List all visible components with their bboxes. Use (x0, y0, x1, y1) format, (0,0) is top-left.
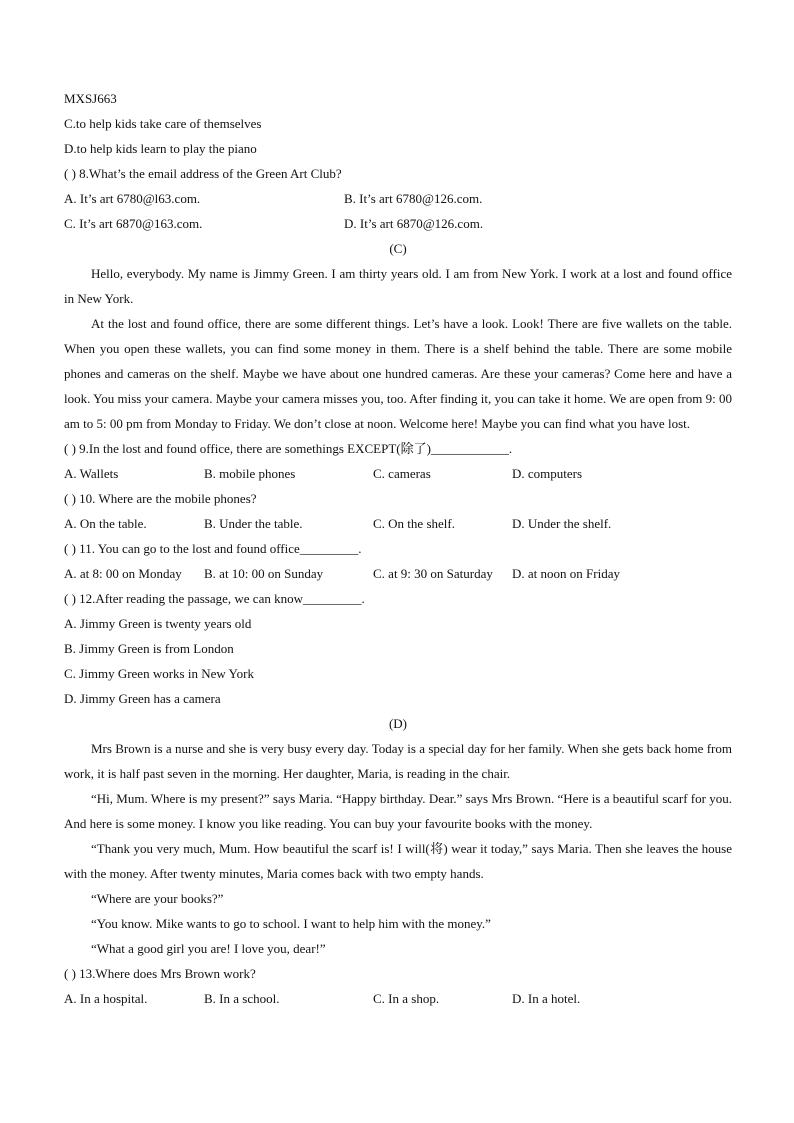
answer-paren: ( ) (64, 591, 76, 606)
option-b: B. It’s art 6780@126.com. (344, 191, 483, 206)
question-stem: 10. Where are the mobile phones? (79, 491, 257, 506)
option-a: A. Jimmy Green is twenty years old (64, 616, 252, 631)
section-c-paragraph: At the lost and found office, there are some different things. Let’s have a look. Look! There are five wallets on the table. When you open these wallets, you can find some money in them. There is a shelf behind the table. There are some mobile phones and cameras on the shelf. Maybe we have about one hundred cameras. Are these your cameras? Come here and have a look. You miss your camera. Maybe your camera misses you, too. After finding it, you can take it home. We are open from 9: 00 am to 5: 00 pm from Monday to Friday. We don’t close at noon. Welcome here! Maybe you can find what you have lost. (64, 316, 732, 431)
section-d-paragraph: “Where are your books?” (91, 891, 224, 906)
option-a: A. It’s art 6780@l63.com. (64, 191, 201, 206)
section-d-paragraph: Mrs Brown is a nurse and she is very busy every day. Today is a special day for her family. When she gets back home from work, it is half past seven in the morning. Her daughter, Maria, is reading in the chair. (64, 741, 732, 781)
section-c-heading: (C) (389, 241, 407, 256)
option-a: A. Wallets (64, 466, 119, 481)
option-d: D. It’s art 6870@126.com. (344, 216, 484, 231)
q10-question (64, 486, 732, 511)
option-b: B. Jimmy Green is from London (64, 641, 234, 656)
section-c-paragraph: Hello, everybody. My name is Jimmy Green. I am thirty years old. I am from New York. I work at a lost and found office in New York. (64, 266, 732, 306)
option-d: D. Under the shelf. (512, 516, 612, 531)
q11-options (64, 561, 732, 586)
section-d-paragraph: “What a good girl you are! I love you, dear!” (91, 941, 326, 956)
question-stem: 8.What’s the email address of the Green Art Club? (79, 166, 342, 181)
option-c: C. at 9: 30 on Saturday (373, 566, 493, 581)
option-c: C. It’s art 6870@163.com. (64, 216, 203, 231)
option-b: B. Under the table. (204, 516, 303, 531)
answer-paren: ( ) (64, 491, 76, 506)
q13-options (64, 986, 732, 1011)
section-d-heading: (D) (388, 716, 408, 731)
option-c: C. Jimmy Green works in New York (64, 666, 254, 681)
worksheet-page (64, 86, 732, 1011)
option-a: A. at 8: 00 on Monday (64, 566, 182, 581)
answer-paren: ( ) (64, 441, 76, 456)
option-a: A. In a hospital. (64, 991, 148, 1006)
q9-question (64, 436, 732, 461)
question-stem: 12.After reading the passage, we can know_________. (79, 591, 365, 606)
option-d: D. at noon on Friday (512, 566, 620, 581)
question-stem: 9.In the lost and found office, there are somethings EXCEPT(除了)____________. (79, 441, 513, 456)
option-b: B. In a school. (204, 991, 280, 1006)
answer-paren: ( ) (64, 166, 76, 181)
q7-option-c: C.to help kids take care of themselves (64, 116, 262, 131)
option-c: C. cameras (373, 466, 431, 481)
question-stem: 13.Where does Mrs Brown work? (79, 966, 256, 981)
q12-question (64, 586, 732, 611)
q10-options (64, 511, 732, 536)
option-d: D. In a hotel. (512, 991, 581, 1006)
q9-options (64, 461, 732, 486)
header-code: MXSJ663 (64, 91, 117, 106)
option-b: B. mobile phones (204, 466, 296, 481)
question-stem: 11. You can go to the lost and found office_________. (79, 541, 362, 556)
q7-option-d: D.to help kids learn to play the piano (64, 141, 257, 156)
section-d-paragraph: “Hi, Mum. Where is my present?” says Maria. “Happy birthday. Dear.” says Mrs Brown. “Here is a beautiful scarf for you. And here is some money. I know you like reading. You can buy your favourite books with the money. (64, 791, 732, 831)
q8-options-row-1 (64, 186, 732, 211)
answer-paren: ( ) (64, 966, 76, 981)
section-d-paragraph: “You know. Mike wants to go to school. I want to help him with the money.” (91, 916, 491, 931)
answer-paren: ( ) (64, 541, 76, 556)
q8-question (64, 161, 732, 186)
section-d-paragraph: “Thank you very much, Mum. How beautiful the scarf is! I will(将) wear it today,” says Maria. Then she leaves the house with the money. After twenty minutes, Maria comes back with two empty hands. (64, 841, 732, 881)
option-d: D. computers (512, 466, 583, 481)
option-d: D. Jimmy Green has a camera (64, 691, 221, 706)
option-b: B. at 10: 00 on Sunday (204, 566, 324, 581)
option-c: C. On the shelf. (373, 516, 455, 531)
option-c: C. In a shop. (373, 991, 440, 1006)
q13-question (64, 961, 732, 986)
option-a: A. On the table. (64, 516, 147, 531)
q8-options-row-2 (64, 211, 732, 236)
q11-question (64, 536, 732, 561)
